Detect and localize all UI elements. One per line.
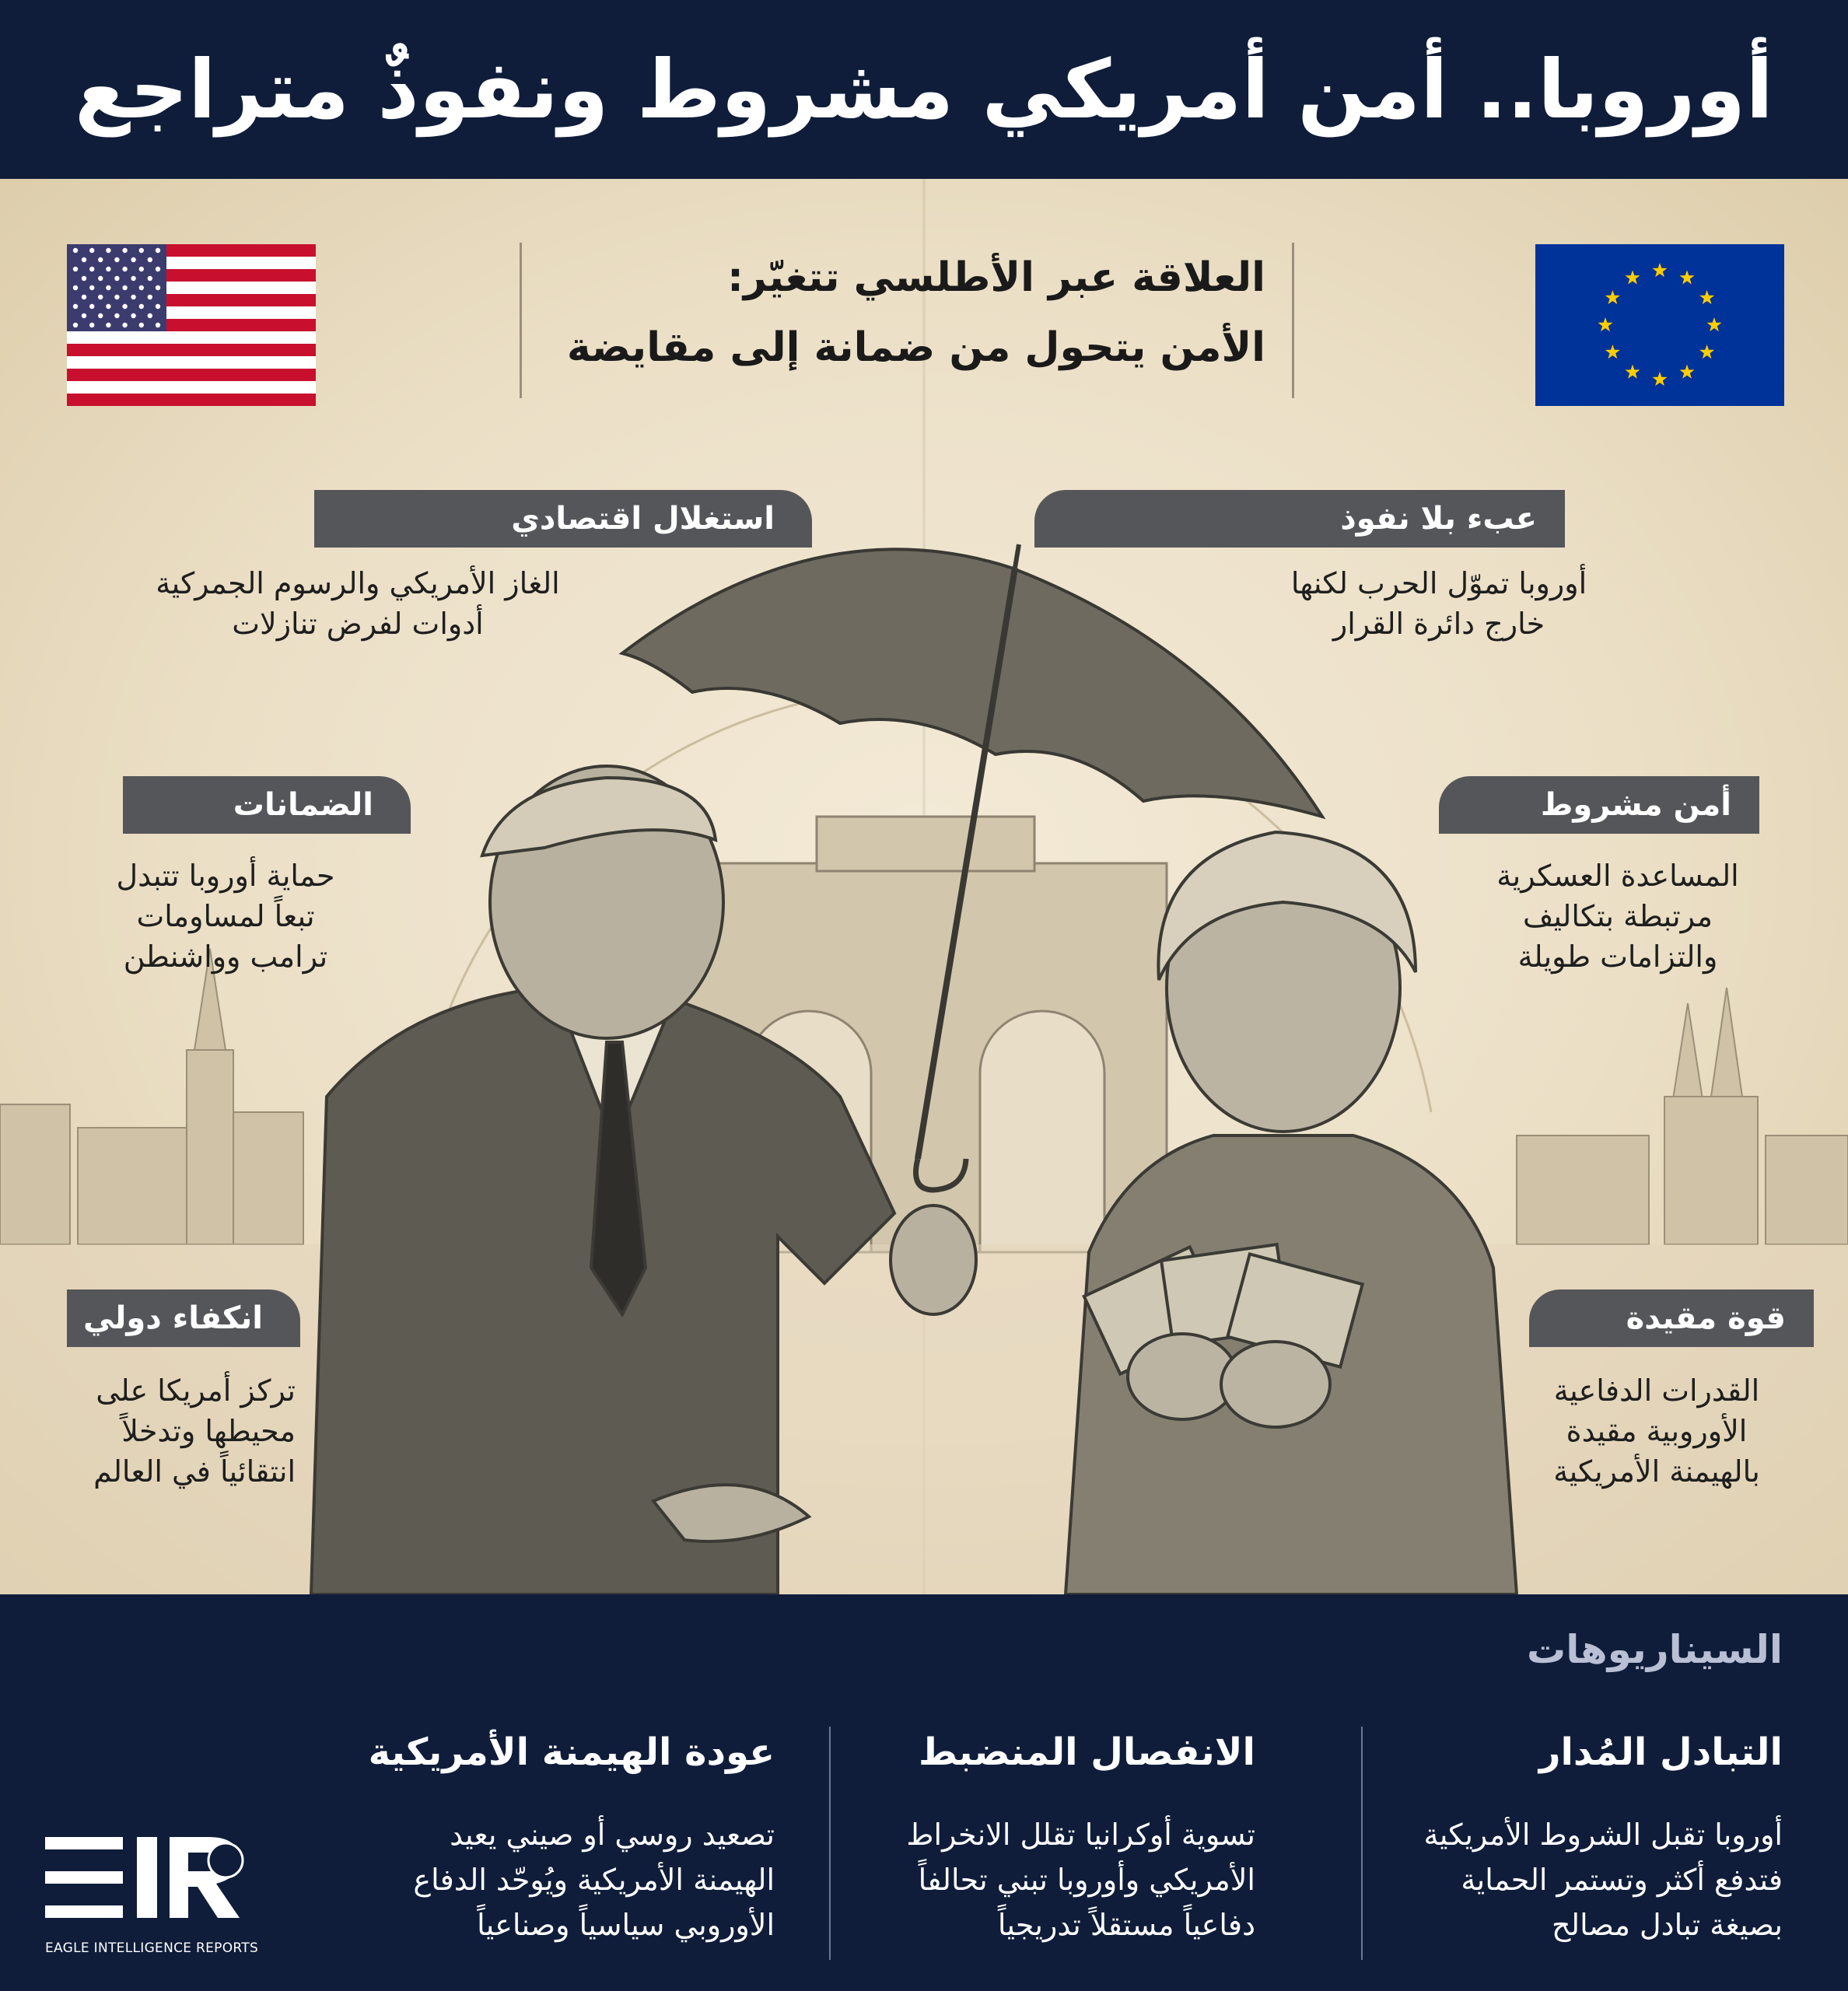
eu-flag-icon (1535, 244, 1784, 406)
us-flag-star (106, 285, 110, 290)
us-flag-star (106, 323, 110, 327)
us-flag-star (131, 313, 135, 318)
desc-constrained-power: القدرات الدفاعية الأوروبية مقيدة بالهيمنة الأمريكية (1553, 1373, 1760, 1489)
us-flag-star (156, 285, 160, 290)
desc-conditional-security: المساعدة العسكرية مرتبطة بتكاليف والتزامات طويلة (1496, 859, 1739, 974)
scenario-title: الانفصال المنضبط (919, 1730, 1255, 1774)
subtitle-block (520, 243, 1294, 398)
scenario-controlled-disengagement (789, 1727, 1255, 1947)
us-flag-star (156, 304, 160, 309)
us-flag-star (139, 323, 144, 327)
us-flag-star (82, 295, 86, 299)
us-flag-star (114, 313, 119, 318)
us-flag-star (98, 276, 103, 281)
scenarios-section (0, 1594, 1848, 1991)
us-flag-stripe (67, 381, 316, 394)
us-flag-star (89, 248, 94, 253)
us-flag-star (73, 267, 78, 271)
desc-economic-exploitation: الغاز الأمريكي والرسوم الجمركية أدوات لفرض تنازلات (156, 566, 560, 641)
scenario-managed-exchange (1316, 1727, 1783, 1947)
tag-economic-exploitation: استغلال اقتصادي (314, 490, 812, 548)
left-skyline-sketch (0, 949, 303, 1244)
us-flag-icon (67, 244, 316, 406)
us-flag-star (82, 276, 86, 281)
right-skyline-sketch (1517, 988, 1848, 1244)
us-flag-star (139, 248, 144, 253)
illustration-panel (0, 179, 1848, 1594)
us-flag-star (148, 257, 152, 262)
us-flag-star (156, 267, 160, 271)
us-flag-star (89, 304, 94, 309)
us-flag-star (148, 276, 152, 281)
subtitle-line-2: الأمن يتحول من ضمانة إلى مقايضة (566, 324, 1265, 371)
desc-guarantees: حماية أوروبا تتبدل تبعاً لمساومات ترامب وواشنطن (116, 859, 335, 974)
us-flag-star (139, 304, 144, 309)
scenario-text: تسوية أوكرانيا تقلل الانخراط الأمريكي وأوروبا تبني تحالفاً دفاعياً مستقلاً تدريجياً (906, 1818, 1255, 1942)
us-flag-stripe (67, 344, 316, 357)
scenarios-heading: السيناريوهات (1527, 1627, 1783, 1672)
scenario-title: التبادل المُدار (1538, 1730, 1783, 1774)
logo-caption: EAGLE INTELLIGENCE REPORTS (45, 1940, 259, 1956)
tag-constrained-power: قوة مقيدة (1529, 1289, 1814, 1347)
us-flag-star (114, 257, 119, 262)
us-flag-star (139, 267, 144, 271)
us-flag-star (114, 295, 119, 299)
us-flag-star (156, 323, 160, 327)
us-flag-star (148, 313, 152, 318)
us-flag-star (122, 285, 127, 290)
us-flag-star (82, 257, 86, 262)
us-flag-star (122, 267, 127, 271)
us-flag-star (156, 248, 160, 253)
us-flag-stripe (67, 331, 316, 345)
us-flag-stripe (67, 369, 316, 382)
us-flag-star (82, 313, 86, 318)
us-flag-star (89, 323, 94, 327)
header-bar (0, 0, 1848, 179)
subtitle-line-1: العلاقة عبر الأطلسي تتغيّر: (727, 254, 1265, 301)
us-flag-star (98, 313, 103, 318)
us-flag-star (114, 276, 119, 281)
us-flag-star (122, 304, 127, 309)
us-flag-star (106, 248, 110, 253)
us-flag-star (73, 248, 78, 253)
us-flag-stripe (67, 394, 316, 406)
us-flag-star (131, 257, 135, 262)
us-flag-star (122, 323, 127, 327)
us-flag-star (89, 285, 94, 290)
us-flag-stripe (67, 356, 316, 369)
us-flag-star (122, 248, 127, 253)
eir-logo-icon (45, 1832, 263, 1957)
us-flag-star (73, 285, 78, 290)
scenario-text: تصعيد روسي أو صيني يعيد الهيمنة الأمريكية ويُوحّد الدفاع الأوروبي سياسياً وصناعياً (413, 1818, 775, 1942)
desc-burden-without-influence: أوروبا تموّل الحرب لكنها خارج دائرة القرار (1290, 566, 1587, 641)
scenario-text: أوروبا تقبل الشروط الأمريكية فتدفع أكثر وتستمر الحماية بصيغة تبادل مصالح (1423, 1818, 1783, 1942)
us-flag-star (148, 295, 152, 299)
scenario-divider (1361, 1727, 1363, 1960)
us-flag-star (98, 257, 103, 262)
tag-burden-without-influence: عبء بلا نفوذ (1034, 490, 1565, 548)
desc-global-retreat: تركز أمريكا على محيطها وتدخلاً انتقائياً في العالم (93, 1373, 296, 1489)
scenario-divider (829, 1727, 831, 1960)
us-flag-star (73, 323, 78, 327)
tag-conditional-security: أمن مشروط (1439, 776, 1759, 834)
tag-global-retreat: انكفاء دولي (67, 1289, 300, 1347)
us-flag-star (106, 304, 110, 309)
us-flag-star (73, 304, 78, 309)
us-flag-star (106, 267, 110, 271)
us-flag-star (139, 285, 144, 290)
scenario-hegemony-return (308, 1727, 775, 1947)
tag-guarantees: الضمانات (123, 776, 411, 834)
scenario-title: عودة الهيمنة الأمريكية (368, 1730, 775, 1774)
us-flag-star (98, 295, 103, 299)
main-title: أوروبا.. أمن أمريكي مشروط ونفوذٌ متراجع (75, 42, 1773, 137)
us-flag-star (131, 295, 135, 299)
us-flag-star (131, 276, 135, 281)
us-flag-star (89, 267, 94, 271)
